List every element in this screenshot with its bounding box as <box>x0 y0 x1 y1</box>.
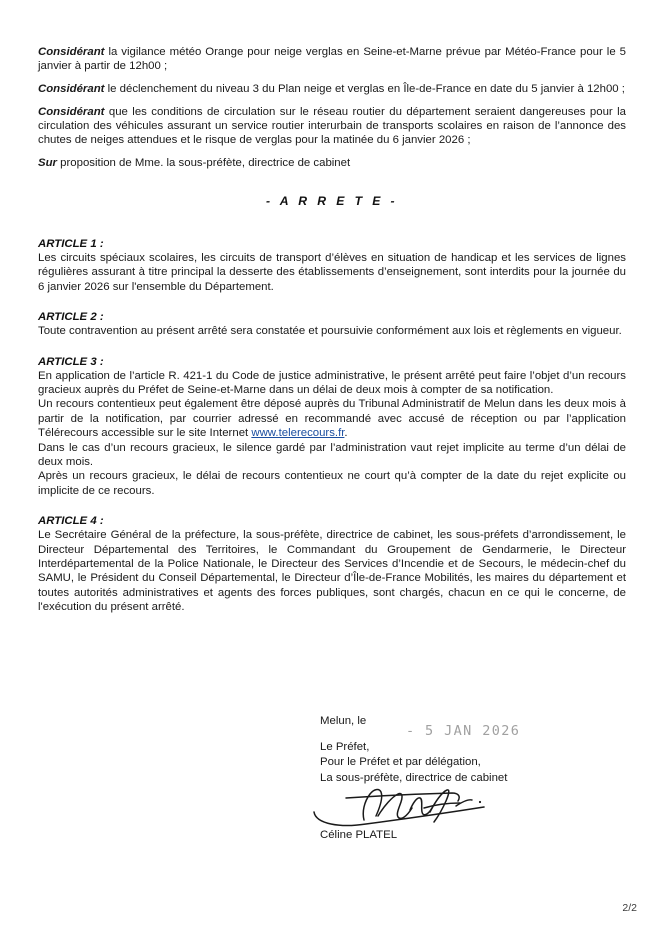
considerant-lead: Considérant <box>38 105 105 118</box>
signature-title-line: La sous-préfète, directrice de cabinet <box>320 771 508 784</box>
signature-title-line: Le Préfet, <box>320 741 370 753</box>
article-heading-3: ARTICLE 3 : <box>38 355 104 368</box>
article-paragraph: En application de l’article R. 421-1 du Code de justice administrative, le présent arrêté peut faire l’objet d’un recours gracieux auprès du Préfet de Seine-et-Marne dans un délai de deux mois à compter de sa notification. <box>38 369 626 396</box>
article-block-2 <box>38 311 626 338</box>
signature-title-line: Pour le Préfet et par délégation, <box>320 756 481 769</box>
date-stamp: - 5 JAN 2026 <box>406 723 521 739</box>
handwritten-signature <box>306 780 526 832</box>
link-paragraph-after: . <box>344 427 348 440</box>
arrete-heading-wrap <box>38 192 626 210</box>
considerant-paragraph <box>38 45 626 73</box>
article-paragraph: Après un recours gracieux, le délai de recours contentieux ne court qu’à compter de la date du rejet explicite ou implicite de ce recours. <box>38 470 626 497</box>
article-block-4 <box>38 515 626 614</box>
sur-proposition-paragraph <box>38 156 626 170</box>
considerant-paragraph <box>38 105 626 148</box>
considerant-paragraph <box>38 82 626 96</box>
considerant-text: le déclenchement du niveau 3 du Plan neige et verglas en Île-de-France en date du 5 janvier à 12h00 ; <box>104 82 625 95</box>
article-paragraph-with-link <box>38 397 626 440</box>
signature-block <box>320 714 620 841</box>
article-paragraph: Les circuits spéciaux scolaires, les circuits de transport d’élèves en situation de handicap et les services de lignes régulières assurant à titre principal la desserte des établissements d’enseignement, sont interdits pour la journée du 6 janvier 2026 sur l'ensemble du Département. <box>38 251 626 293</box>
sur-proposition-lead: Sur <box>38 156 57 169</box>
arrete-heading: - A R R E T E - <box>265 193 399 208</box>
telerecours-link[interactable]: www.telerecours.fr <box>251 427 345 440</box>
considerant-text: la vigilance météo Orange pour neige verglas en Seine-et-Marne prévue par Météo-France pour le 5 janvier à partir de 12h00 ; <box>38 46 626 73</box>
document-body <box>38 45 626 615</box>
considerant-lead: Considérant <box>38 46 105 58</box>
place-date-row <box>320 714 620 740</box>
article-block-3 <box>38 356 626 499</box>
article-paragraph: Le Secrétaire Général de la préfecture, la sous-préfète, directrice de cabinet, les sous-préfets d’arrondissement, le Directeur Départemental des Territoires, le Commandant du Groupement de Gendarmerie, le Directeur Interdépartemental de la Police Nationale, le Directeur des Services d’Incendie et de Secours, le médecin-chef du SAMU, le Président du Conseil Départemental, le Directeur d’Île-de-France Mobilités, les maires du département et toutes autorités administratives et agents des forces publiques, sont chargés, chacun en ce qui le concerne, de l'exécution du présent arrêté. <box>38 529 626 614</box>
article-heading-4: ARTICLE 4 : <box>38 515 104 528</box>
signer-name: Céline PLATEL <box>320 829 398 842</box>
considerant-lead: Considérant <box>38 82 105 95</box>
page-number: 2/2 <box>622 902 637 914</box>
article-paragraph: Dans le cas d’un recours gracieux, le silence gardé par l’administration vaut rejet implicite au terme d’un délai de deux mois. <box>38 441 626 468</box>
article-heading-2: ARTICLE 2 : <box>38 311 104 324</box>
considerant-text: que les conditions de circulation sur le réseau routier du département seraient dangereuses pour la circulation des véhicules assurant un service routier interurbain de transports scolaires en raison de l’annonce des chutes de neiges attendues et le risque de verglas pour la matinée du 6 janvier 2026 ; <box>38 105 626 147</box>
place-line: Melun, le <box>320 715 367 727</box>
article-block-1 <box>38 238 626 294</box>
link-paragraph-before: Un recours contentieux peut également être déposé auprès du Tribunal Administratif de Melun dans les deux mois à partir de la notification, par courrier adressé en recommandé avec accusé de réception ou par l’application Télérecours accessible sur le site Internet <box>38 398 626 440</box>
sur-proposition-text: proposition de Mme. la sous-préfète, directrice de cabinet <box>57 156 351 169</box>
article-heading-1: ARTICLE 1 : <box>38 237 104 250</box>
article-paragraph: Toute contravention au présent arrêté sera constatée et poursuivie conformément aux lois et règlements en vigueur. <box>38 325 622 338</box>
